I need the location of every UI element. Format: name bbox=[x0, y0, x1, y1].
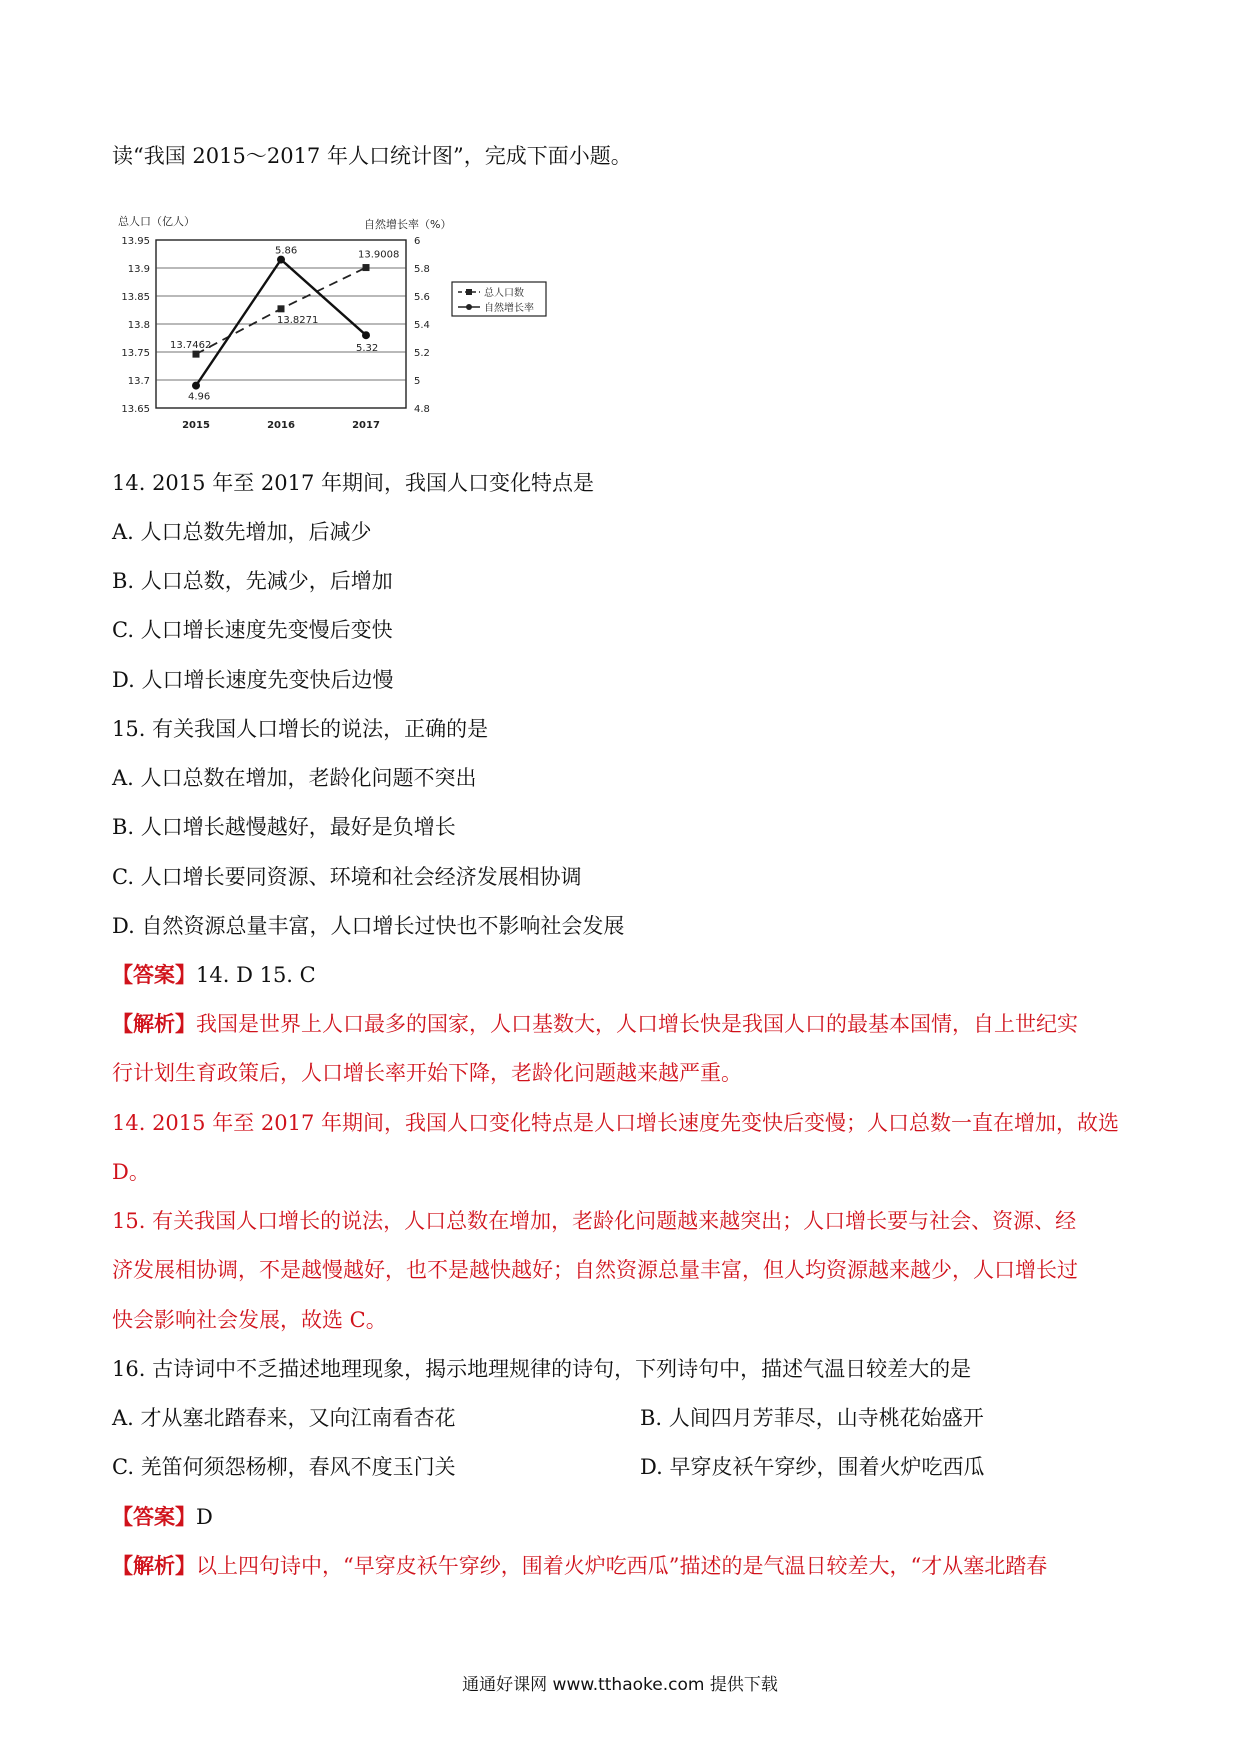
question-16-stem: 16. 古诗词中不乏描述地理现象，揭示地理规律的诗句，下列诗句中，描述气温日较差大的是 bbox=[112, 1357, 972, 1381]
legend-label-growth: 自然增长率 bbox=[484, 303, 534, 314]
chart-ticks bbox=[121, 236, 430, 431]
analysis-text: 以上四句诗中，“早穿皮袄午穿纱，围着火炉吃西瓜”描述的是气温日较差大，“才从塞北踏春 bbox=[196, 1554, 1048, 1578]
analysis-14-15-line-3: 14. 2015 年至 2017 年期间，我国人口变化特点是人口增长速度先变快后变慢；人口总数一直在增加，故选 bbox=[112, 1111, 1119, 1135]
population-point bbox=[193, 351, 200, 358]
question-14-option-a: A. 人口总数先增加，后减少 bbox=[112, 520, 372, 544]
population-data-label: 13.8271 bbox=[277, 314, 319, 326]
intro-text: 读“我国 2015～2017 年人口统计图”，完成下面小题。 bbox=[112, 144, 632, 168]
analysis-14-15-line-5: 15. 有关我国人口增长的说法，人口总数在增加，老龄化问题越来越突出；人口增长要与社会、资源、经 bbox=[112, 1209, 1077, 1233]
left-tick-label: 13.8 bbox=[127, 320, 150, 331]
right-tick-label: 5.4 bbox=[414, 320, 430, 331]
answer-16 bbox=[112, 1502, 213, 1532]
page-footer: 通通好课网 www.tthaoke.com 提供下载 bbox=[462, 1675, 778, 1695]
growth-point bbox=[277, 256, 285, 264]
question-16-option-a: A. 才从塞北踏春来，又向江南看杏花 bbox=[112, 1406, 456, 1430]
analysis-16-line-1 bbox=[112, 1551, 1047, 1581]
answer-text: 14. D 15. C bbox=[196, 963, 316, 987]
right-tick-label: 5.8 bbox=[414, 264, 430, 275]
legend-marker-population bbox=[466, 289, 472, 295]
left-tick-label: 13.95 bbox=[121, 236, 150, 247]
analysis-14-15-line-4: D。 bbox=[112, 1160, 150, 1184]
question-16-options-row-2 bbox=[112, 1452, 1122, 1482]
population-point bbox=[278, 305, 285, 312]
right-tick-label: 5 bbox=[414, 376, 421, 387]
analysis-14-15-line-7: 快会影响社会发展，故选 C。 bbox=[112, 1308, 387, 1332]
analysis-tag: 【解析】 bbox=[112, 1553, 196, 1578]
question-15-option-a: A. 人口总数在增加，老龄化问题不突出 bbox=[112, 766, 477, 790]
growth-data-label: 4.96 bbox=[188, 391, 211, 403]
answer-tag: 【答案】 bbox=[112, 962, 196, 987]
x-tick-label: 2015 bbox=[182, 420, 210, 431]
question-16-option-c: C. 羌笛何须怨杨柳，春风不度玉门关 bbox=[112, 1455, 456, 1479]
right-tick-label: 4.8 bbox=[414, 404, 430, 415]
left-tick-label: 13.85 bbox=[121, 292, 150, 303]
population-chart bbox=[112, 210, 632, 450]
question-14-option-c: C. 人口增长速度先变慢后变快 bbox=[112, 618, 393, 642]
left-axis-label: 总人口（亿人） bbox=[118, 215, 195, 228]
population-data-label: 13.9008 bbox=[358, 249, 400, 261]
question-14-option-d: D. 人口增长速度先变快后边慢 bbox=[112, 668, 394, 692]
left-tick-label: 13.7 bbox=[127, 376, 150, 387]
right-tick-label: 6 bbox=[414, 236, 421, 247]
growth-data-label: 5.86 bbox=[275, 245, 298, 257]
question-14-stem: 14. 2015 年至 2017 年期间，我国人口变化特点是 bbox=[112, 471, 594, 495]
question-15-option-c: C. 人口增长要同资源、环境和社会经济发展相协调 bbox=[112, 865, 582, 889]
growth-point bbox=[192, 382, 200, 390]
analysis-14-15-line-2: 行计划生育政策后，人口增长率开始下降，老龄化问题越来越严重。 bbox=[112, 1061, 742, 1085]
answer-14-15 bbox=[112, 960, 316, 990]
question-15-option-b: B. 人口增长越慢越好，最好是负增长 bbox=[112, 815, 456, 839]
right-axis-label: 自然增长率（%） bbox=[364, 218, 452, 231]
analysis-14-15-line-6: 济发展相协调，不是越慢越好，也不是越快越好；自然资源总量丰富，但人均资源越来越少，人口增长过 bbox=[112, 1258, 1078, 1282]
chart-legend bbox=[452, 282, 546, 316]
growth-point bbox=[362, 331, 370, 339]
growth-data-label: 5.32 bbox=[356, 343, 379, 355]
right-tick-label: 5.6 bbox=[414, 292, 430, 303]
legend-label-population: 总人口数 bbox=[484, 288, 524, 299]
left-tick-label: 13.75 bbox=[121, 348, 150, 359]
population-point bbox=[363, 264, 370, 271]
left-tick-label: 13.65 bbox=[121, 404, 150, 415]
legend-marker-growth bbox=[466, 304, 472, 310]
question-15-stem: 15. 有关我国人口增长的说法，正确的是 bbox=[112, 717, 489, 741]
right-tick-label: 5.2 bbox=[414, 348, 430, 359]
question-14-option-b: B. 人口总数，先减少，后增加 bbox=[112, 569, 393, 593]
chart-svg bbox=[112, 210, 632, 450]
question-16-options-row-1 bbox=[112, 1403, 1122, 1433]
left-tick-label: 13.9 bbox=[127, 264, 150, 275]
x-tick-label: 2016 bbox=[267, 420, 295, 431]
question-15-option-d: D. 自然资源总量丰富，人口增长过快也不影响社会发展 bbox=[112, 914, 625, 938]
answer-text: D bbox=[196, 1505, 213, 1529]
answer-tag: 【答案】 bbox=[112, 1504, 196, 1529]
analysis-14-15-line-1 bbox=[112, 1009, 1078, 1039]
x-tick-label: 2017 bbox=[352, 420, 380, 431]
question-16-option-d: D. 早穿皮袄午穿纱，围着火炉吃西瓜 bbox=[640, 1455, 985, 1479]
analysis-tag: 【解析】 bbox=[112, 1011, 196, 1036]
question-16-option-b: B. 人间四月芳菲尽，山寺桃花始盛开 bbox=[640, 1406, 984, 1430]
population-data-label: 13.7462 bbox=[170, 340, 212, 352]
analysis-text: 我国是世界上人口最多的国家，人口基数大，人口增长快是我国人口的最基本国情，自上世纪实 bbox=[196, 1012, 1078, 1036]
